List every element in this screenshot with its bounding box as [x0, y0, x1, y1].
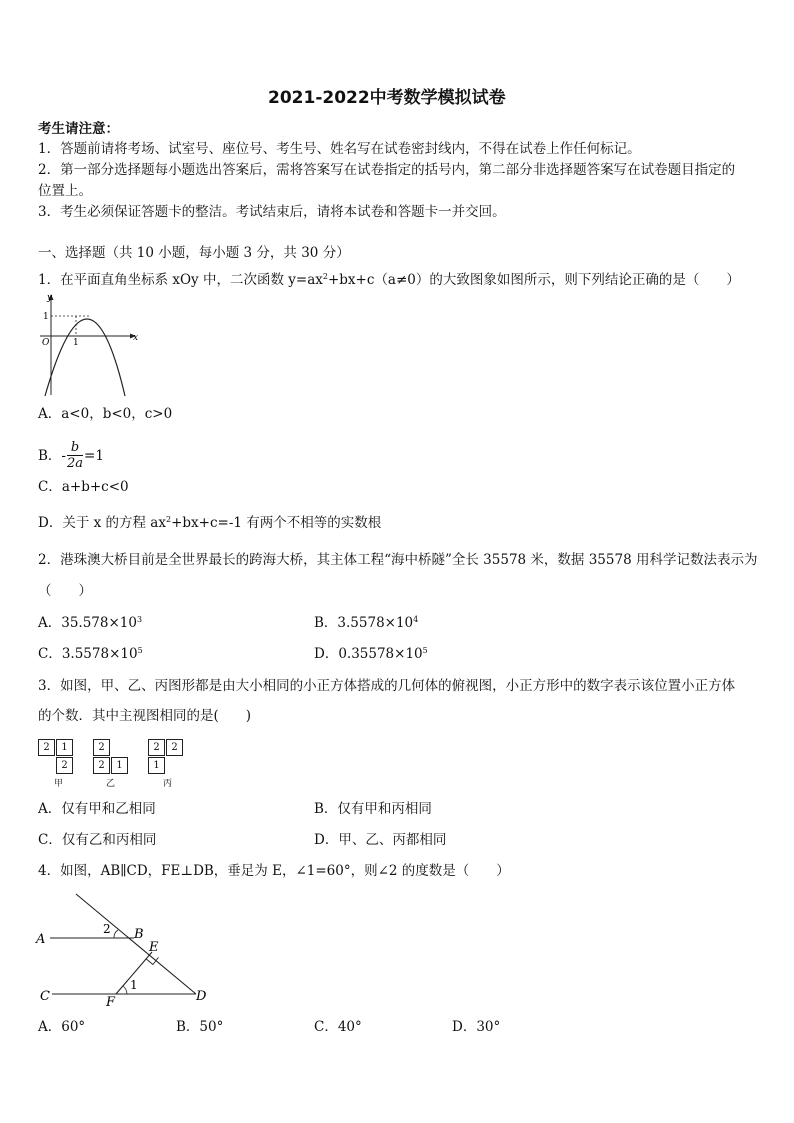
label-C: C	[40, 989, 50, 1004]
q1-parabola-graph	[32, 290, 142, 400]
bing-cell: 1	[148, 757, 165, 774]
q1-stem: 1．在平面直角坐标系 xOy 中，二次函数 $y=ax^2+bx+c(a\ne 0)$的大致图象如图所示，则下列结论正确的是（ ）	[38, 272, 740, 288]
q4-option-c: C．40°	[314, 1019, 362, 1035]
q3-option-b: B．仅有甲和丙相同	[314, 801, 432, 817]
graph-x-label: x	[133, 333, 139, 343]
notice-item-2-cont: 位置上。	[38, 183, 92, 199]
label-B: B	[134, 927, 144, 942]
jia-cell: 1	[56, 739, 73, 756]
q1-option-a: A．a<0，b<0，c>0	[38, 406, 173, 422]
notice-item-1: 1．答题前请将考场、试室号、座位号、考生号、姓名写在试卷密封线内，不得在试卷上作任何标记。	[38, 141, 641, 157]
q1-option-d: D．关于 x 的方程 $ax^2+bx+c=-1$ 有两个不相等的实数根	[38, 515, 382, 531]
label-D: D	[196, 989, 207, 1004]
q2-stem: 2．港珠澳大桥目前是全世界最长的跨海大桥，其主体工程“海中桥隧”全长 35578 米，数据 35578 用科学记数法表示为	[38, 552, 758, 568]
notice-heading: 考生请注意：	[38, 121, 119, 137]
q2-option-d: D．$0.35578\times 10^5$	[314, 646, 428, 662]
q2-option-c: C．$3.5578\times 10^5$	[38, 646, 143, 662]
q2-option-a: A．$35.578\times 10^3$	[38, 615, 143, 631]
jia-label: 甲	[54, 779, 64, 789]
yi-label: 乙	[106, 779, 116, 789]
jia-cell: 2	[56, 757, 73, 774]
graph-one-y: 1	[43, 312, 49, 322]
q3-option-d: D．甲、乙、丙都相同	[314, 832, 447, 848]
graph-one-x: 1	[73, 338, 79, 348]
label-E: E	[149, 940, 159, 955]
q1-option-c: C．a+b+c<0	[38, 479, 129, 495]
bing-cell: 2	[148, 739, 165, 756]
q2-option-b: B．$3.5578\times 10^4$	[314, 615, 419, 631]
jia-cell: 2	[38, 739, 55, 756]
q4-geometry-figure	[30, 888, 220, 1010]
q3-stem-line1: 3．如图，甲、乙、丙图形都是由大小相同的小正方体搭成的几何体的俯视图，小正方形中的数字表示该位置小正方体	[38, 678, 736, 694]
label-angle-1: 1	[130, 978, 138, 992]
graph-origin: O	[42, 338, 50, 348]
label-A: A	[36, 932, 46, 947]
bing-label: 丙	[163, 779, 173, 789]
q3-option-a: A．仅有甲和乙相同	[38, 801, 156, 817]
q3-option-c: C．仅有乙和丙相同	[38, 832, 157, 848]
graph-y-label: y	[47, 293, 53, 303]
yi-cell: 2	[93, 757, 110, 774]
notice-item-3: 3．考生必须保证答题卡的整洁。考试结束后，请将本试卷和答题卡一并交回。	[38, 204, 506, 220]
yi-cell: 2	[93, 739, 110, 756]
section-heading: 一、选择题（共 10 小题，每小题 3 分，共 30 分）	[38, 245, 350, 261]
q3-stem-line2: 的个数．其中主视图相同的是( )	[38, 708, 252, 724]
q4-option-d: D．30°	[452, 1019, 501, 1035]
q1-option-b: B．- $\frac{b}{2a}$ =1	[38, 440, 104, 471]
q4-option-a: A．60°	[38, 1019, 86, 1035]
label-F: F	[106, 995, 116, 1010]
page-title: 2021-2022中考数学模拟试卷	[268, 88, 506, 108]
q4-stem: 4．如图，AB∥CD，FE⊥DB，垂足为 E，∠1=60°，则∠2 的度数是（ ）	[38, 863, 510, 879]
label-angle-2: 2	[103, 922, 111, 936]
notice-item-2: 2．第一部分选择题每小题选出答案后，需将答案写在试卷指定的括号内，第二部分非选择题答案写在试卷题目指定的	[38, 162, 736, 178]
q4-option-b: B．50°	[176, 1019, 224, 1035]
q2-paren: （ ）	[38, 583, 92, 599]
yi-cell: 1	[111, 757, 128, 774]
bing-cell: 2	[166, 739, 183, 756]
